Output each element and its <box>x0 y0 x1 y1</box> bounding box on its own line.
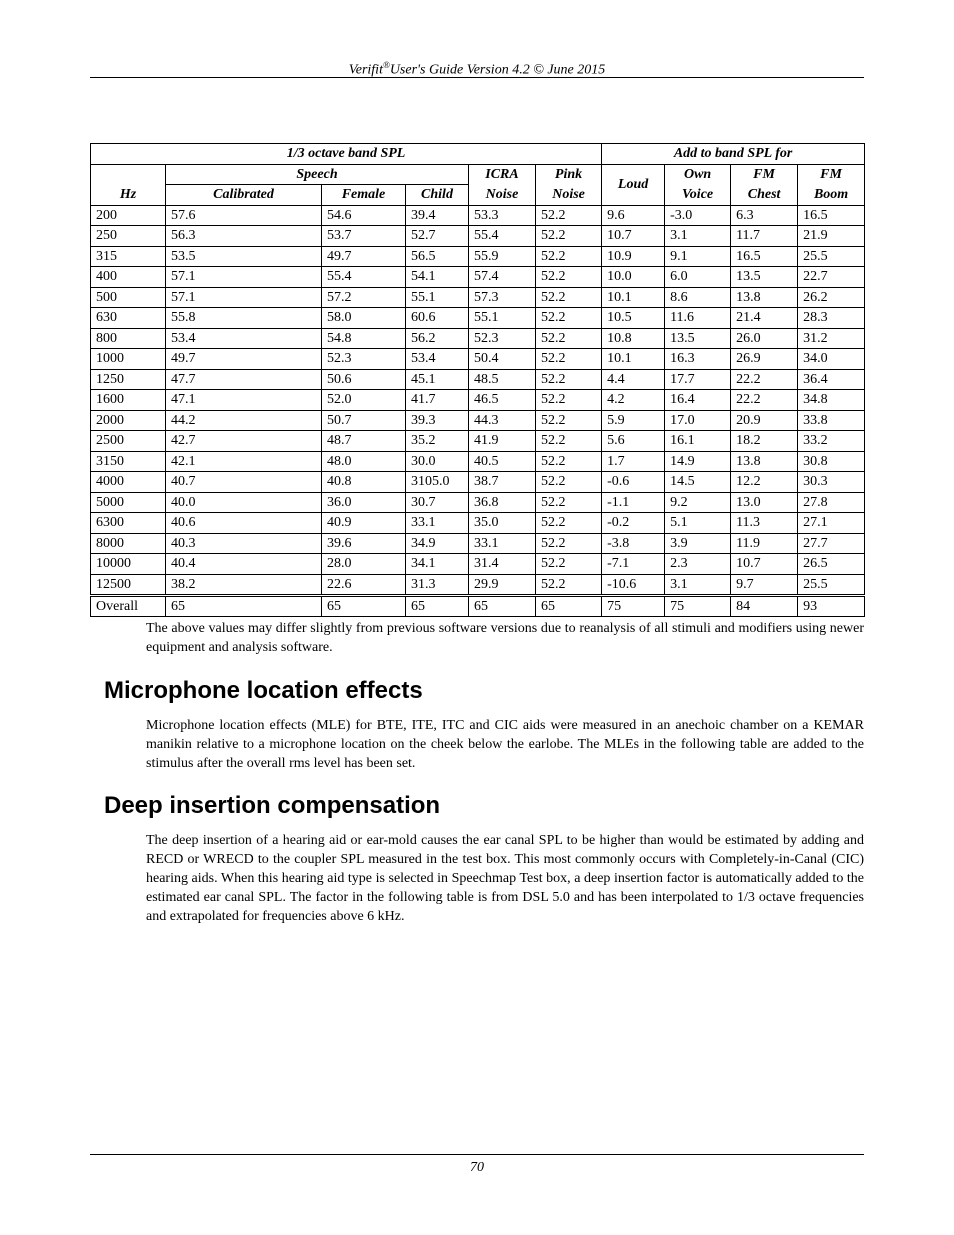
table-cell: 13.8 <box>731 451 798 472</box>
table-cell: 30.7 <box>406 492 469 513</box>
table-cell: 40.8 <box>322 472 406 493</box>
table-cell: -10.6 <box>602 574 665 596</box>
overall-cell: 65 <box>406 596 469 617</box>
table-row <box>91 451 865 472</box>
table-cell: 25.5 <box>798 246 865 267</box>
table-cell: 55.9 <box>469 246 536 267</box>
section-body-dic: The deep insertion of a hearing aid or ear-mold causes the ear canal SPL to be higher than would be estimated by adding and RECD or WRECD to the coupler SPL measured in the test box. This most commonly occurs with Completely-in-Canal (CIC) hearing aids. When this hearing aid type is selected in Speechmap Test box, a deep insertion factor is automatically added to the estimated ear canal SPL. The factor in the following table is from DSL 5.0 and has been interpolated to 1/3 octave frequencies and extrapolated for frequencies above 6 kHz. <box>146 833 864 924</box>
table-cell: -0.2 <box>602 513 665 534</box>
table-cell: 4.2 <box>602 390 665 411</box>
table-cell: -3.8 <box>602 533 665 554</box>
table-cell: 46.5 <box>469 390 536 411</box>
table-cell: 35.2 <box>406 431 469 452</box>
table-cell: 52.2 <box>536 246 602 267</box>
table-cell: 36.4 <box>798 369 865 390</box>
table-row <box>91 513 865 534</box>
table-cell: 42.7 <box>166 431 322 452</box>
table-cell: 2.3 <box>665 554 731 575</box>
section-body-mle: Microphone location effects (MLE) for BTE, ITE, ITC and CIC aids were measured in an anechoic chamber on a KEMAR manikin relative to a microphone location on the cheek below the earlobe. The MLEs in the following table are added to the stimulus after the overall rms level has been set. <box>146 718 864 771</box>
header-title: User's Guide Version 4.2 © June 2015 <box>389 62 606 78</box>
section-heading-mle: Microphone location effects <box>104 677 423 704</box>
table-cell: 40.3 <box>166 533 322 554</box>
col-header-pink-2: Noise <box>536 185 602 206</box>
table-cell: 5000 <box>91 492 166 513</box>
group-header-speech: Speech <box>166 164 469 185</box>
table-cell: 56.5 <box>406 246 469 267</box>
overall-cell: 75 <box>602 596 665 617</box>
table-cell: 52.2 <box>536 574 602 596</box>
table-cell: 53.4 <box>406 349 469 370</box>
table-cell: 2500 <box>91 431 166 452</box>
col-header-fmboom-1: FM <box>798 164 865 185</box>
table-cell: 40.4 <box>166 554 322 575</box>
table-note: The above values may differ slightly from previous software versions due to reanalysis of all stimuli and modifiers using newer equipment and analysis software. <box>146 621 864 655</box>
table-cell: 39.6 <box>322 533 406 554</box>
table-cell: 33.1 <box>406 513 469 534</box>
table-cell: 26.5 <box>798 554 865 575</box>
table-cell: 1.7 <box>602 451 665 472</box>
table-cell: 1600 <box>91 390 166 411</box>
table-cell: 630 <box>91 308 166 329</box>
table-cell: 45.1 <box>406 369 469 390</box>
table-cell: 31.2 <box>798 328 865 349</box>
table-cell: 3.1 <box>665 574 731 596</box>
table-cell: 16.5 <box>798 205 865 226</box>
table-cell: 27.8 <box>798 492 865 513</box>
table-cell: 56.3 <box>166 226 322 247</box>
table-cell: 500 <box>91 287 166 308</box>
table-cell: 57.4 <box>469 267 536 288</box>
table-row <box>91 246 865 267</box>
header-brand: Verifit <box>348 62 383 78</box>
table-cell: 30.0 <box>406 451 469 472</box>
table-cell: 38.2 <box>166 574 322 596</box>
table-cell: 13.0 <box>731 492 798 513</box>
table-cell: 25.5 <box>798 574 865 596</box>
table-cell: 9.2 <box>665 492 731 513</box>
overall-cell: 65 <box>536 596 602 617</box>
table-cell: 9.1 <box>665 246 731 267</box>
table-cell: 54.1 <box>406 267 469 288</box>
col-header-fmchest-2: Chest <box>731 185 798 206</box>
table-row <box>91 308 865 329</box>
table-cell: 52.7 <box>406 226 469 247</box>
table-cell: 40.5 <box>469 451 536 472</box>
table-cell: 54.6 <box>322 205 406 226</box>
table-cell: 3105.0 <box>406 472 469 493</box>
table-cell: 53.5 <box>166 246 322 267</box>
page-number: 70 <box>470 1160 484 1175</box>
table-cell: 33.1 <box>469 533 536 554</box>
table-cell: 17.7 <box>665 369 731 390</box>
table-cell: 5.9 <box>602 410 665 431</box>
table-row <box>91 410 865 431</box>
table-cell: 49.7 <box>166 349 322 370</box>
table-cell: 10.0 <box>602 267 665 288</box>
overall-cell: Overall <box>91 596 166 617</box>
table-cell: 57.6 <box>166 205 322 226</box>
table-cell: 40.0 <box>166 492 322 513</box>
table-cell: 55.4 <box>469 226 536 247</box>
table-cell: 3.9 <box>665 533 731 554</box>
table-row <box>91 226 865 247</box>
table-cell: 3150 <box>91 451 166 472</box>
table-cell: 52.2 <box>536 308 602 329</box>
table-row <box>91 472 865 493</box>
table-cell: 55.1 <box>406 287 469 308</box>
table-cell: 6300 <box>91 513 166 534</box>
table-cell: 27.1 <box>798 513 865 534</box>
band-spl-table <box>90 143 865 617</box>
table-cell: 10000 <box>91 554 166 575</box>
table-cell: 26.2 <box>798 287 865 308</box>
col-header-pink-1: Pink <box>536 164 602 185</box>
overall-row <box>91 596 865 617</box>
table-cell: 30.3 <box>798 472 865 493</box>
table-cell: 26.9 <box>731 349 798 370</box>
table-cell: 52.2 <box>536 492 602 513</box>
table-cell: 31.3 <box>406 574 469 596</box>
table-cell: 11.3 <box>731 513 798 534</box>
table-cell: -0.6 <box>602 472 665 493</box>
section-heading-dic: Deep insertion compensation <box>104 792 441 819</box>
table-cell: 52.2 <box>536 554 602 575</box>
table-row <box>91 390 865 411</box>
table-row <box>91 533 865 554</box>
table-cell: 52.3 <box>469 328 536 349</box>
table-cell: 52.2 <box>536 410 602 431</box>
col-header-icra-2: Noise <box>469 185 536 206</box>
table-cell: 47.7 <box>166 369 322 390</box>
table-cell: 57.3 <box>469 287 536 308</box>
col-header-hz: Hz <box>91 185 166 206</box>
table-cell: 53.4 <box>166 328 322 349</box>
table-cell: 57.1 <box>166 267 322 288</box>
table-cell: 38.7 <box>469 472 536 493</box>
table-cell: -1.1 <box>602 492 665 513</box>
overall-cell: 65 <box>166 596 322 617</box>
table-cell: 56.2 <box>406 328 469 349</box>
table-cell: 31.4 <box>469 554 536 575</box>
overall-cell: 93 <box>798 596 865 617</box>
table-cell: 34.8 <box>798 390 865 411</box>
table-cell: 16.4 <box>665 390 731 411</box>
table-cell: 52.2 <box>536 287 602 308</box>
table-cell: 58.0 <box>322 308 406 329</box>
table-cell: 8.6 <box>665 287 731 308</box>
table-cell: -7.1 <box>602 554 665 575</box>
table-cell: 11.9 <box>731 533 798 554</box>
table-cell: 13.5 <box>665 328 731 349</box>
overall-cell: 65 <box>469 596 536 617</box>
table-cell: 22.2 <box>731 390 798 411</box>
table-cell: 5.6 <box>602 431 665 452</box>
table-cell: 6.0 <box>665 267 731 288</box>
table-cell: 4.4 <box>602 369 665 390</box>
table-cell: 34.1 <box>406 554 469 575</box>
col-header-loud: Loud <box>602 164 665 205</box>
table-cell: 35.0 <box>469 513 536 534</box>
table-cell: 13.8 <box>731 287 798 308</box>
col-header-own-2: Voice <box>665 185 731 206</box>
table-cell: 40.7 <box>166 472 322 493</box>
table-cell: 52.2 <box>536 328 602 349</box>
table-cell: 26.0 <box>731 328 798 349</box>
table-row <box>91 369 865 390</box>
table-cell: 4000 <box>91 472 166 493</box>
table-cell: 16.3 <box>665 349 731 370</box>
footer-rule <box>90 1154 864 1155</box>
table-row <box>91 574 865 596</box>
table-cell: 52.2 <box>536 267 602 288</box>
table-cell: 60.6 <box>406 308 469 329</box>
table-cell: 39.4 <box>406 205 469 226</box>
table-cell: 36.8 <box>469 492 536 513</box>
table-cell: 41.7 <box>406 390 469 411</box>
table-cell: 52.2 <box>536 533 602 554</box>
table-cell: 52.2 <box>536 205 602 226</box>
table-cell: 28.0 <box>322 554 406 575</box>
table-cell: -3.0 <box>665 205 731 226</box>
table-cell: 315 <box>91 246 166 267</box>
group-header-add-to: Add to band SPL for <box>602 144 865 165</box>
overall-cell: 84 <box>731 596 798 617</box>
col-header-calibrated: Calibrated <box>166 185 322 206</box>
table-cell: 48.7 <box>322 431 406 452</box>
table-cell: 48.0 <box>322 451 406 472</box>
table-cell: 28.3 <box>798 308 865 329</box>
group-header-band-spl: 1/3 octave band SPL <box>91 144 602 165</box>
table-cell: 44.2 <box>166 410 322 431</box>
table-row <box>91 205 865 226</box>
col-header-fmboom-2: Boom <box>798 185 865 206</box>
overall-cell: 75 <box>665 596 731 617</box>
table-cell: 22.6 <box>322 574 406 596</box>
table-cell: 52.2 <box>536 226 602 247</box>
table-cell: 41.9 <box>469 431 536 452</box>
table-cell: 55.1 <box>469 308 536 329</box>
table-row <box>91 431 865 452</box>
table-cell: 40.6 <box>166 513 322 534</box>
table-row <box>91 287 865 308</box>
table-cell: 10.9 <box>602 246 665 267</box>
table-cell: 21.4 <box>731 308 798 329</box>
table-cell: 17.0 <box>665 410 731 431</box>
table-cell: 52.2 <box>536 472 602 493</box>
table-cell: 6.3 <box>731 205 798 226</box>
table-cell: 14.9 <box>665 451 731 472</box>
table-cell: 29.9 <box>469 574 536 596</box>
table-row <box>91 554 865 575</box>
table-cell: 20.9 <box>731 410 798 431</box>
table-cell: 40.9 <box>322 513 406 534</box>
table-cell: 33.8 <box>798 410 865 431</box>
table-cell: 34.9 <box>406 533 469 554</box>
overall-cell: 65 <box>322 596 406 617</box>
table-cell: 57.2 <box>322 287 406 308</box>
table-row <box>91 492 865 513</box>
table-cell: 22.7 <box>798 267 865 288</box>
table-cell: 3.1 <box>665 226 731 247</box>
table-cell: 18.2 <box>731 431 798 452</box>
table-cell: 13.5 <box>731 267 798 288</box>
table-cell: 36.0 <box>322 492 406 513</box>
registered-mark: ® <box>382 60 390 70</box>
table-cell: 14.5 <box>665 472 731 493</box>
table-cell: 39.3 <box>406 410 469 431</box>
table-cell: 1250 <box>91 369 166 390</box>
table-cell: 11.6 <box>665 308 731 329</box>
table-cell: 52.0 <box>322 390 406 411</box>
table-row <box>91 267 865 288</box>
table-cell: 9.7 <box>731 574 798 596</box>
table-cell: 52.2 <box>536 369 602 390</box>
table-cell: 27.7 <box>798 533 865 554</box>
table-cell: 9.6 <box>602 205 665 226</box>
table-cell: 48.5 <box>469 369 536 390</box>
table-cell: 2000 <box>91 410 166 431</box>
table-cell: 22.2 <box>731 369 798 390</box>
table-cell: 52.2 <box>536 513 602 534</box>
table-cell: 10.7 <box>731 554 798 575</box>
table-cell: 52.3 <box>322 349 406 370</box>
table-cell: 49.7 <box>322 246 406 267</box>
table-cell: 47.1 <box>166 390 322 411</box>
table-cell: 34.0 <box>798 349 865 370</box>
table-cell: 50.7 <box>322 410 406 431</box>
table-cell: 33.2 <box>798 431 865 452</box>
table-cell: 8000 <box>91 533 166 554</box>
col-header-fmchest-1: FM <box>731 164 798 185</box>
table-cell: 55.8 <box>166 308 322 329</box>
table-cell: 52.2 <box>536 431 602 452</box>
table-cell: 42.1 <box>166 451 322 472</box>
table-cell: 53.7 <box>322 226 406 247</box>
table-cell: 10.1 <box>602 349 665 370</box>
table-cell: 53.3 <box>469 205 536 226</box>
table-cell: 10.8 <box>602 328 665 349</box>
hz-header-blank <box>91 164 166 185</box>
table-cell: 44.3 <box>469 410 536 431</box>
table-row <box>91 349 865 370</box>
table-cell: 52.2 <box>536 349 602 370</box>
table-cell: 10.1 <box>602 287 665 308</box>
table-row <box>91 328 865 349</box>
table-cell: 52.2 <box>536 451 602 472</box>
table-cell: 16.5 <box>731 246 798 267</box>
table-cell: 400 <box>91 267 166 288</box>
table-cell: 10.5 <box>602 308 665 329</box>
table-cell: 50.4 <box>469 349 536 370</box>
table-cell: 200 <box>91 205 166 226</box>
table-cell: 12500 <box>91 574 166 596</box>
table-cell: 21.9 <box>798 226 865 247</box>
table-cell: 30.8 <box>798 451 865 472</box>
col-header-icra-1: ICRA <box>469 164 536 185</box>
table-cell: 10.7 <box>602 226 665 247</box>
table-cell: 55.4 <box>322 267 406 288</box>
table-cell: 11.7 <box>731 226 798 247</box>
table-cell: 12.2 <box>731 472 798 493</box>
table-cell: 57.1 <box>166 287 322 308</box>
col-header-own-1: Own <box>665 164 731 185</box>
table-cell: 1000 <box>91 349 166 370</box>
table-cell: 54.8 <box>322 328 406 349</box>
table-cell: 5.1 <box>665 513 731 534</box>
col-header-female: Female <box>322 185 406 206</box>
table-cell: 52.2 <box>536 390 602 411</box>
table-cell: 16.1 <box>665 431 731 452</box>
table-cell: 250 <box>91 226 166 247</box>
table-cell: 800 <box>91 328 166 349</box>
col-header-child: Child <box>406 185 469 206</box>
table-cell: 50.6 <box>322 369 406 390</box>
header-rule <box>90 77 864 78</box>
